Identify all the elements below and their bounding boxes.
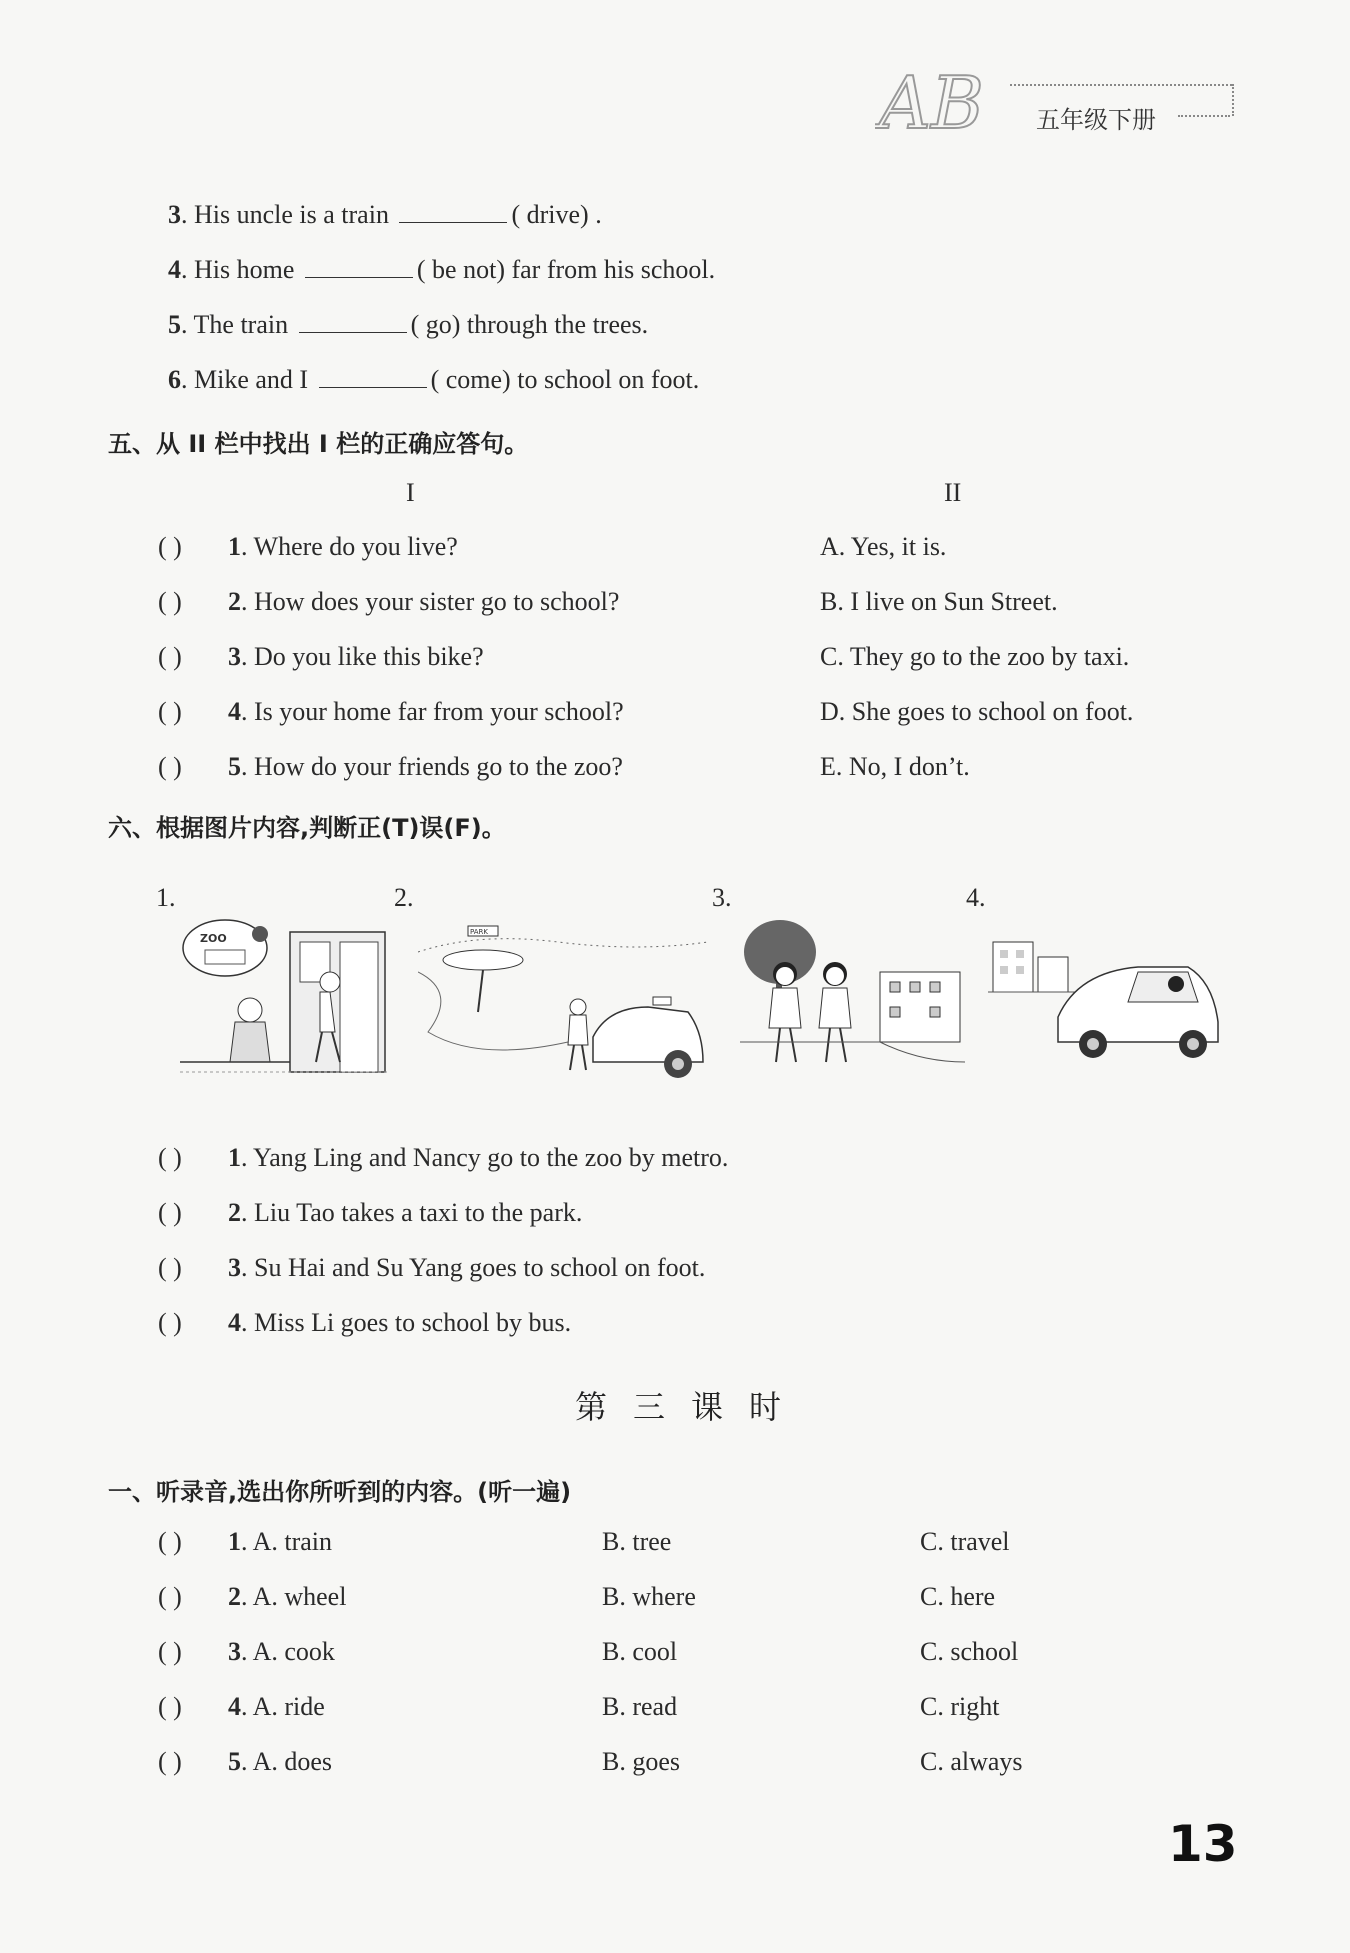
listening-item: ( ) 3. A. cook <box>158 1637 335 1666</box>
answer-parens[interactable]: ( ) <box>158 1308 182 1337</box>
metro-zoo-picture <box>180 912 390 1082</box>
match-answer: C. They go to the zoo by taxi. <box>820 642 1130 671</box>
option-c: C. travel <box>920 1527 1010 1556</box>
picture-label: 1. <box>156 883 176 912</box>
answer-parens[interactable]: ( ) <box>158 752 182 781</box>
car-picture <box>988 912 1223 1072</box>
taxi-park-picture <box>418 912 708 1092</box>
option-b: B. read <box>602 1692 678 1721</box>
tf-statement: ( ) 1. Yang Ling and Nancy go to the zoo by metro. <box>158 1143 729 1172</box>
match-question: ( ) 2. How does your sister go to school? <box>158 587 620 616</box>
answer-parens[interactable]: ( ) <box>158 1143 182 1172</box>
tf-statement: ( ) 4. Miss Li goes to school by bus. <box>158 1308 572 1337</box>
ab-logo-icon <box>875 62 1015 142</box>
header-dots <box>1178 115 1230 117</box>
answer-parens[interactable]: ( ) <box>158 1692 182 1721</box>
header-dotted-vline <box>1232 84 1234 116</box>
page-number: 13 <box>1168 1815 1238 1873</box>
answer-blank[interactable] <box>305 255 413 278</box>
fill-blank-item: 6. Mike and I ( come) to school on foot. <box>168 365 700 394</box>
listening-item: ( ) 4. A. ride <box>158 1692 325 1721</box>
answer-parens[interactable]: ( ) <box>158 1527 182 1556</box>
option-b: B. tree <box>602 1527 672 1556</box>
answer-blank[interactable] <box>299 310 407 333</box>
listening-item: ( ) 1. A. train <box>158 1527 332 1556</box>
match-question: ( ) 5. How do your friends go to the zoo? <box>158 752 623 781</box>
listening-title: 一、听录音,选出你所听到的内容。(听一遍) <box>108 1478 572 1506</box>
match-question: ( ) 3. Do you like this bike? <box>158 642 484 671</box>
option-c: C. right <box>920 1692 1000 1721</box>
answer-parens[interactable]: ( ) <box>158 1582 182 1611</box>
option-b: B. goes <box>602 1747 680 1776</box>
column-ii-header: II <box>944 478 962 507</box>
column-i-header: I <box>406 478 415 507</box>
answer-parens[interactable]: ( ) <box>158 1198 182 1227</box>
answer-parens[interactable]: ( ) <box>158 1637 182 1666</box>
answer-parens[interactable]: ( ) <box>158 1253 182 1282</box>
option-b: B. cool <box>602 1637 678 1666</box>
option-c: C. always <box>920 1747 1023 1776</box>
fill-blank-item: 3. His uncle is a train ( drive) . <box>168 200 602 229</box>
picture-label: 4. <box>966 883 986 912</box>
walk-school-picture <box>740 912 965 1082</box>
option-b: B. where <box>602 1582 696 1611</box>
answer-blank[interactable] <box>399 200 507 223</box>
svg-text:PARK: PARK <box>470 928 489 936</box>
logo-text: AB <box>879 62 984 142</box>
answer-parens[interactable]: ( ) <box>158 642 182 671</box>
match-question: ( ) 4. Is your home far from your school? <box>158 697 624 726</box>
answer-parens[interactable]: ( ) <box>158 532 182 561</box>
answer-parens[interactable]: ( ) <box>158 1747 182 1776</box>
answer-parens[interactable]: ( ) <box>158 587 182 616</box>
answer-blank[interactable] <box>319 365 427 388</box>
tf-statement: ( ) 3. Su Hai and Su Yang goes to school on foot. <box>158 1253 706 1282</box>
fill-blank-item: 5. The train ( go) through the trees. <box>168 310 649 339</box>
match-answer: E. No, I don’t. <box>820 752 970 781</box>
picture-label: 3. <box>712 883 732 912</box>
option-c: C. school <box>920 1637 1019 1666</box>
tf-statement: ( ) 2. Liu Tao takes a taxi to the park. <box>158 1198 583 1227</box>
match-answer: D. She goes to school on foot. <box>820 697 1134 726</box>
lesson-title: 第三课时 <box>575 1388 808 1426</box>
answer-parens[interactable]: ( ) <box>158 697 182 726</box>
picture-label: 2. <box>394 883 414 912</box>
listening-item: ( ) 5. A. does <box>158 1747 332 1776</box>
match-question: ( ) 1. Where do you live? <box>158 532 458 561</box>
header-dotted-line <box>1010 84 1232 86</box>
svg-text:ZOO: ZOO <box>200 932 227 945</box>
grade-label: 五年级下册 <box>1036 106 1156 134</box>
option-c: C. here <box>920 1582 996 1611</box>
listening-item: ( ) 2. A. wheel <box>158 1582 347 1611</box>
section5-title: 五、从 II 栏中找出 I 栏的正确应答句。 <box>108 430 529 458</box>
match-answer: B. I live on Sun Street. <box>820 587 1058 616</box>
match-answer: A. Yes, it is. <box>820 532 947 561</box>
section6-title: 六、根据图片内容,判断正(T)误(F)。 <box>108 814 506 842</box>
fill-blank-item: 4. His home ( be not) far from his school. <box>168 255 716 284</box>
